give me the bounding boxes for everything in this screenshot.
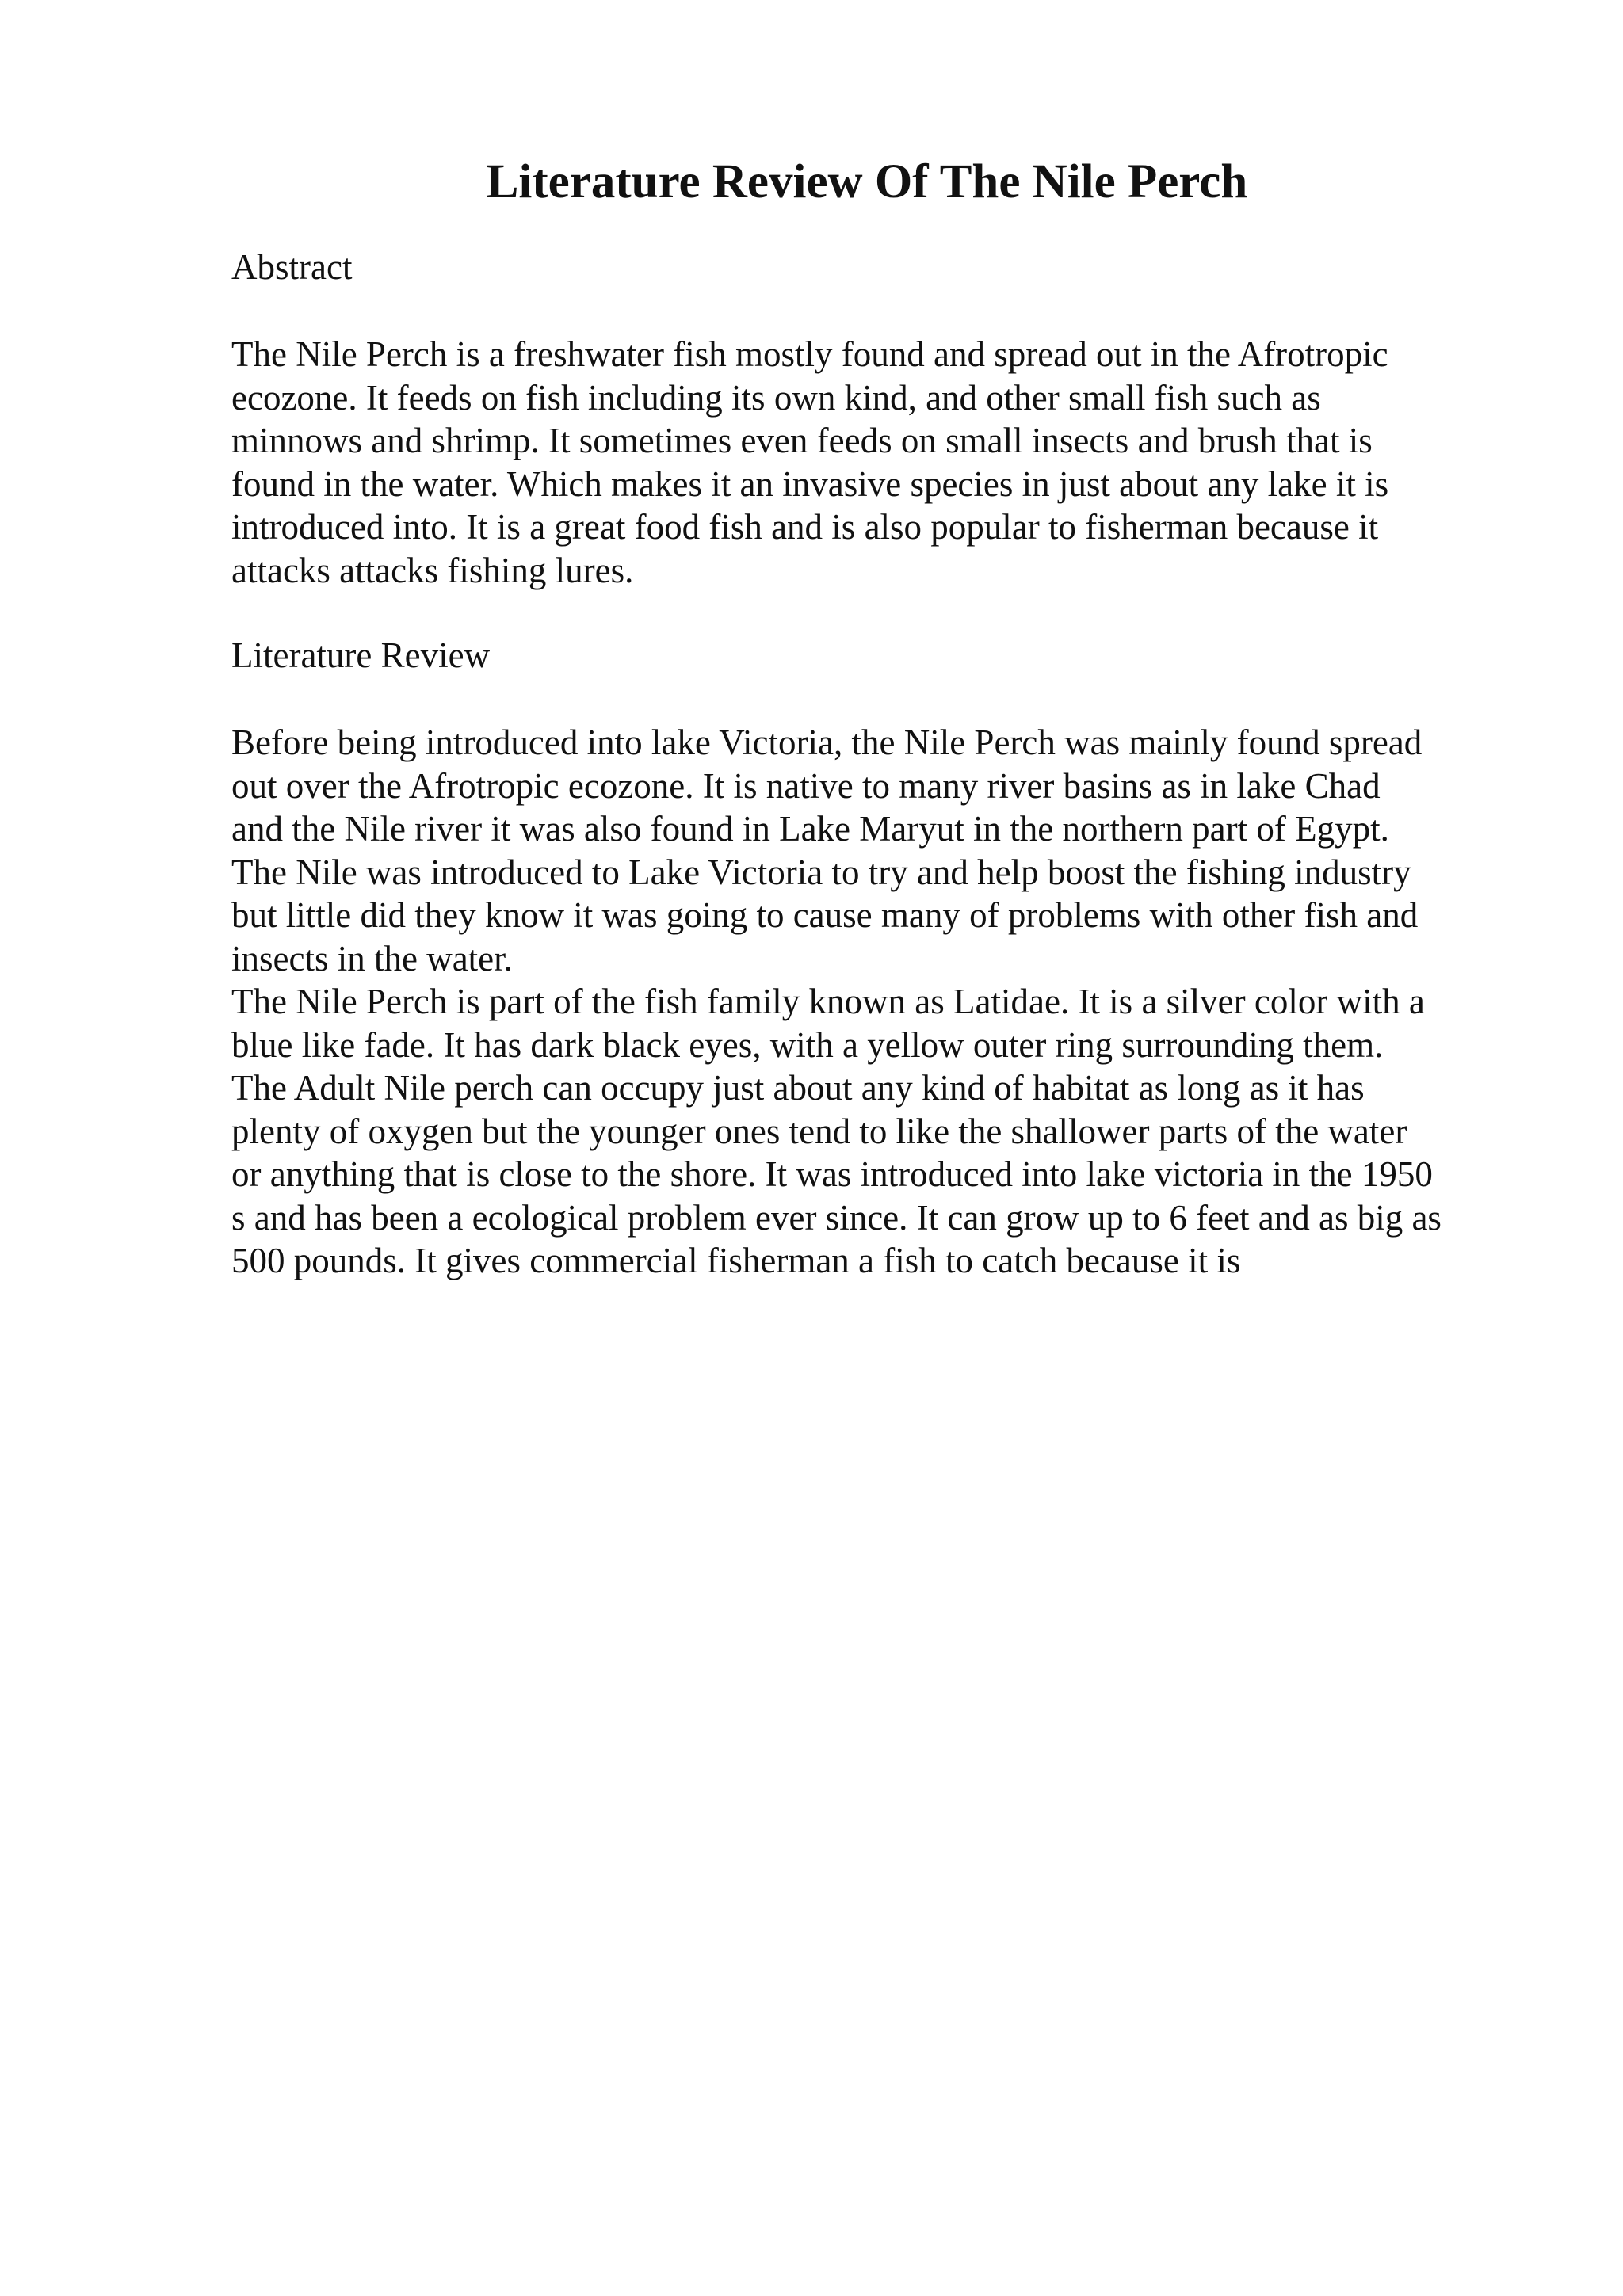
abstract-line: introduced into. It is a great food fish and is also popular to fisherman because it bbox=[231, 507, 1379, 547]
review-line: and the Nile river it was also found in Lake Maryut in the northern part of Egypt. bbox=[231, 809, 1389, 849]
review-line: insects in the water. bbox=[231, 938, 513, 978]
abstract-line: found in the water. Which makes it an invasive species in just about any lake it is bbox=[231, 463, 1389, 504]
abstract-line: ecozone. It feeds on fish including its own kind, and other small fish such as bbox=[231, 377, 1321, 418]
review-line: Before being introduced into lake Victoria, the Nile Perch was mainly found spread bbox=[231, 723, 1423, 762]
review-line: plenty of oxygen but the younger ones tend to like the shallower parts of the water bbox=[231, 1111, 1407, 1151]
abstract-heading: Abstract bbox=[231, 247, 353, 287]
review-line: 500 pounds. It gives commercial fisherman a fish to catch because it is bbox=[231, 1241, 1241, 1280]
review-line: The Nile was introduced to Lake Victoria to try and help boost the fishing industry bbox=[231, 852, 1411, 892]
review-line: The Nile Perch is part of the fish family known as Latidae. It is a silver color with a bbox=[231, 982, 1425, 1021]
review-line: but little did they know it was going to cause many of problems with other fish and bbox=[231, 895, 1419, 935]
abstract-line: minnows and shrimp. It sometimes even feeds on small insects and brush that is bbox=[231, 421, 1373, 460]
review-line: blue like fade. It has dark black eyes, with a yellow outer ring surrounding them. bbox=[231, 1024, 1384, 1065]
abstract-paragraph bbox=[231, 333, 1388, 592]
review-line: s and has been a ecological problem ever since. It can grow up to 6 feet and as big as bbox=[231, 1197, 1442, 1238]
literature-review-paragraph bbox=[231, 721, 1442, 1283]
review-line: out over the Afrotropic ecozone. It is native to many river basins as in lake Chad bbox=[231, 765, 1381, 806]
abstract-line: The Nile Perch is a freshwater fish mostly found and spread out in the Afrotropic bbox=[231, 334, 1388, 374]
document-title: Literature Review Of The Nile Perch bbox=[486, 155, 1248, 208]
review-line: or anything that is close to the shore. It was introduced into lake victoria in the 1950 bbox=[231, 1154, 1433, 1194]
review-line: The Adult Nile perch can occupy just about any kind of habitat as long as it has bbox=[231, 1068, 1365, 1108]
abstract-line: attacks attacks fishing lures. bbox=[231, 550, 634, 590]
literature-review-heading: Literature Review bbox=[231, 635, 491, 675]
